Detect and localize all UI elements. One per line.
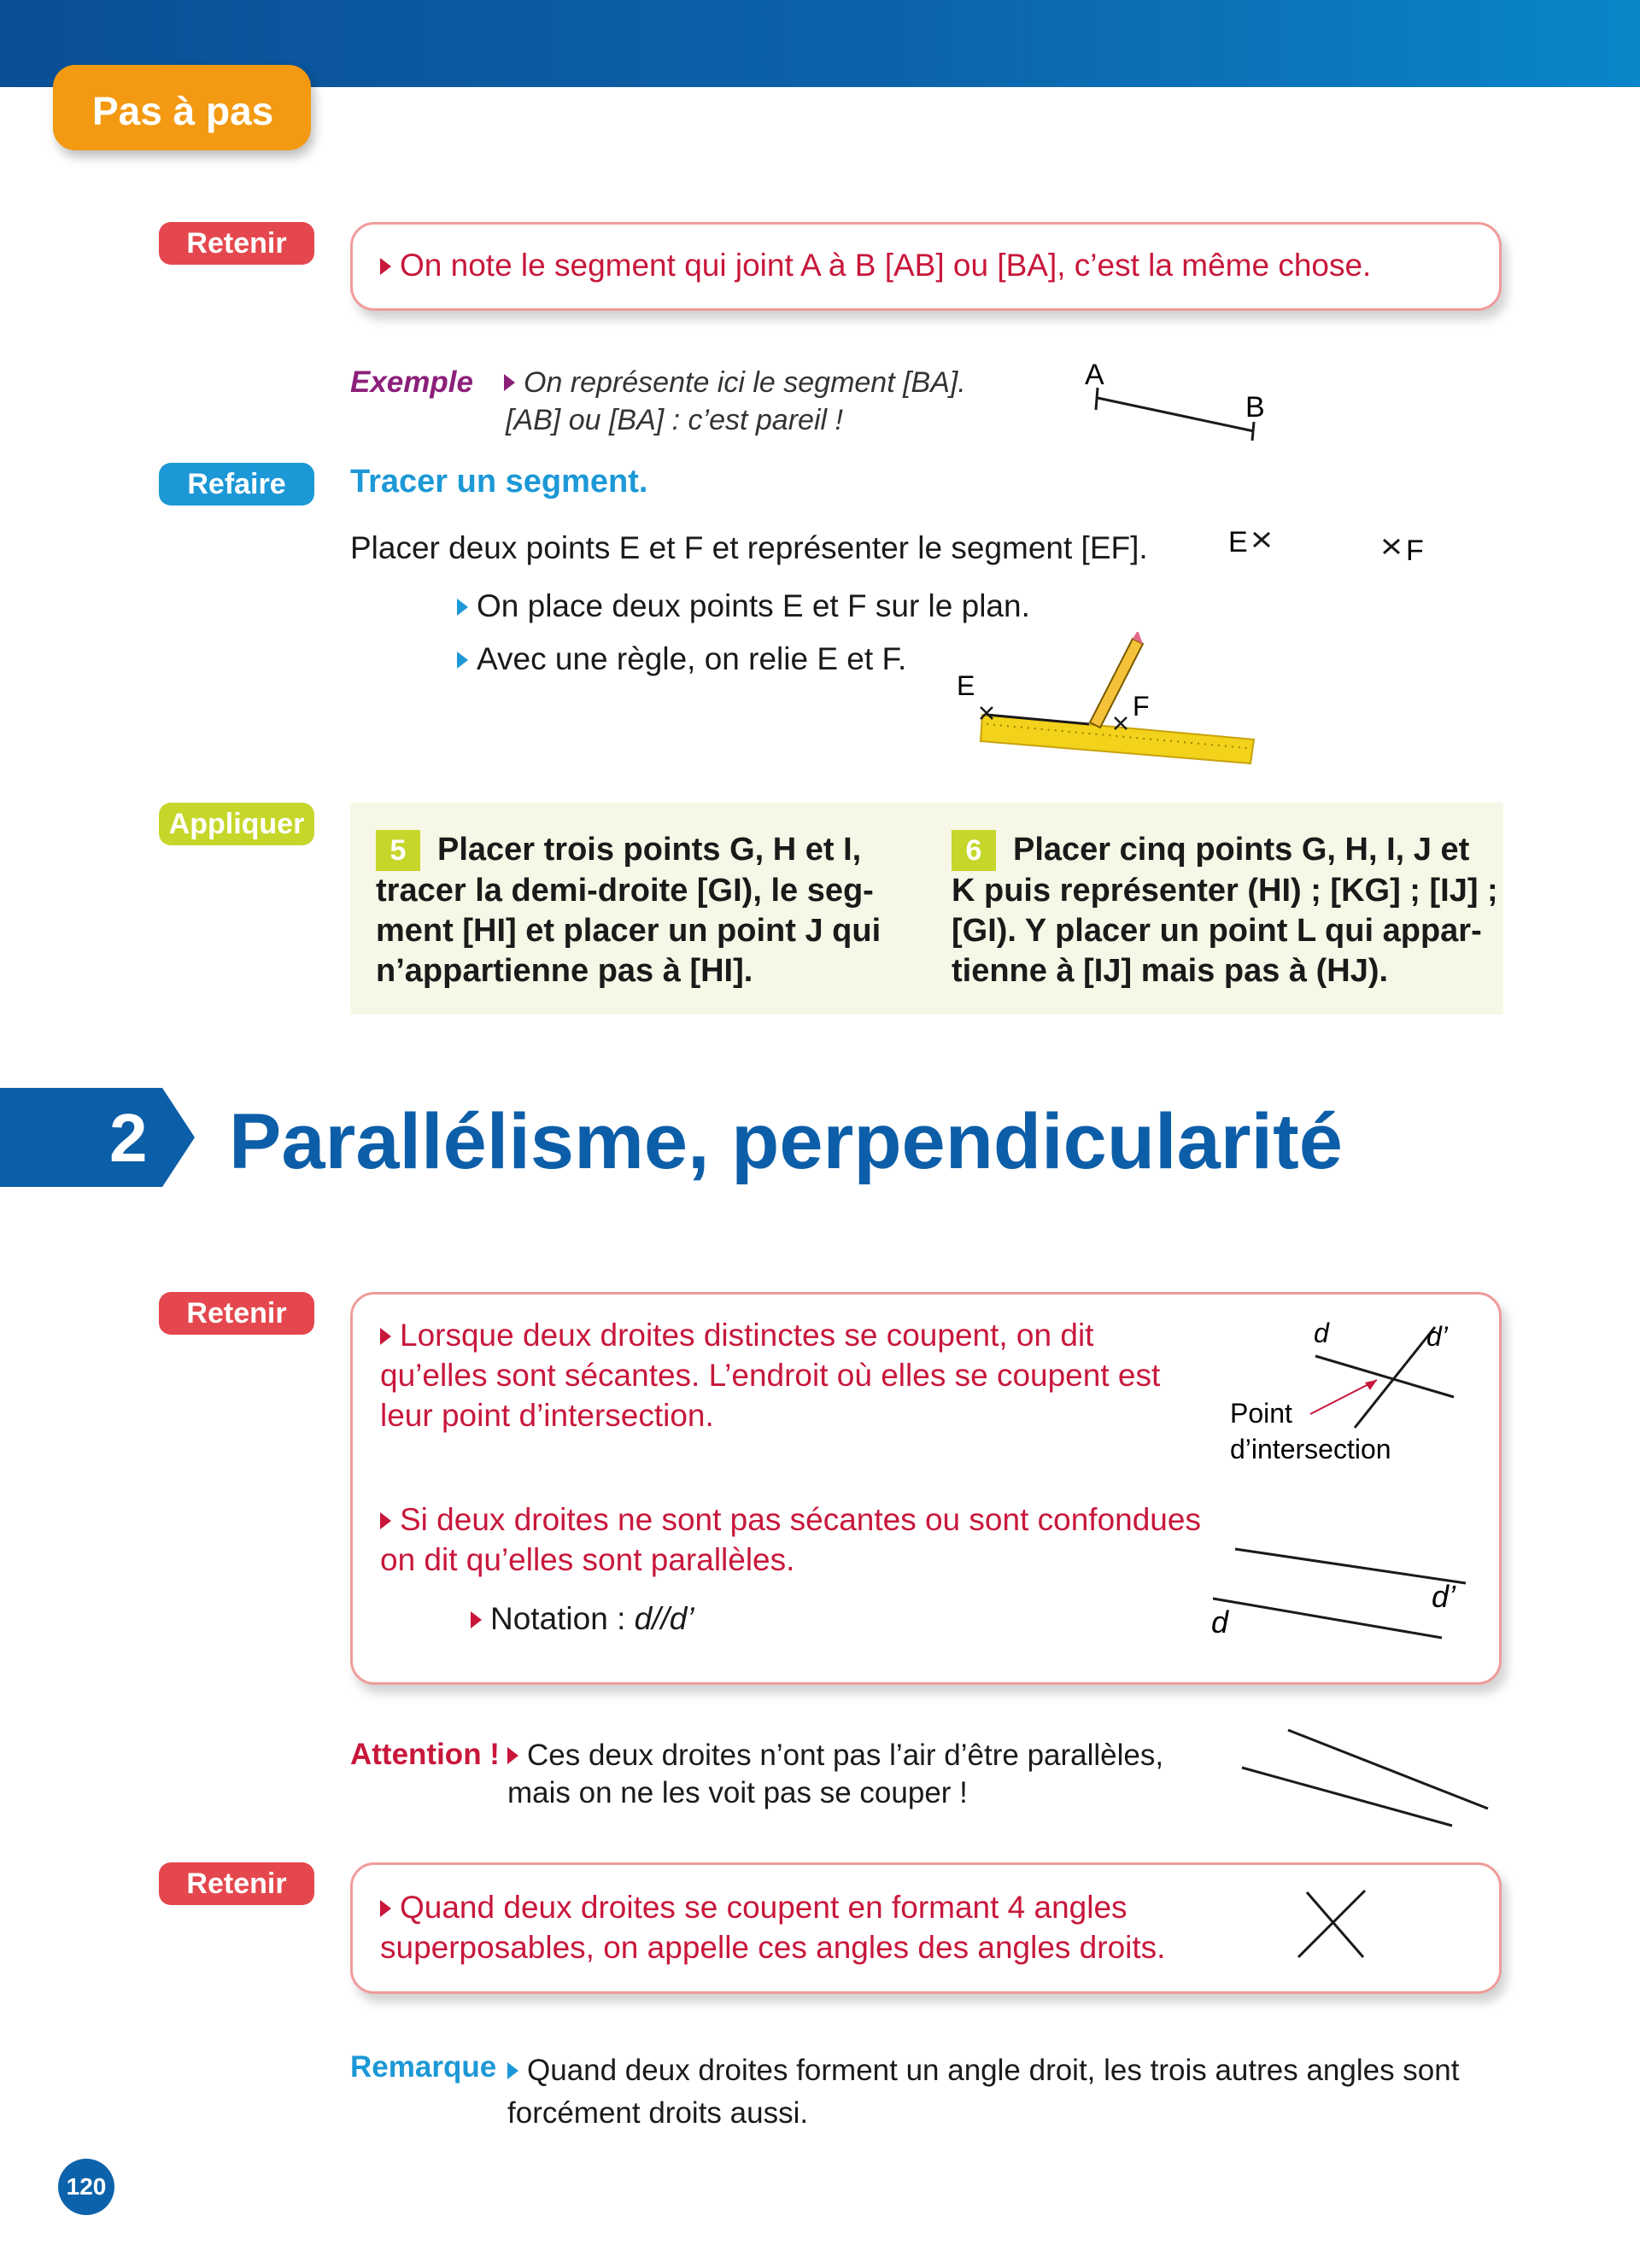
notation-line: Notation : d//d’ [471, 1599, 694, 1639]
ruler-f-label: F [1133, 691, 1150, 722]
retenir-label: Retenir [159, 1292, 314, 1335]
retenir-box [350, 222, 1502, 311]
page-number: 120 [58, 2159, 114, 2215]
attention-label: Attention ! [350, 1738, 500, 1771]
exercise-6: 6 Placer cinq points G, H, I, J et K puis représenter (HI) ; [KG] ; [IJ] ; [GI). Y placer un point L qui appar- tienne à [IJ] mais pas à (HJ). [952, 832, 1498, 989]
paralleles-figure [1196, 1529, 1478, 1648]
exercise-number: 5 [376, 830, 420, 871]
ruler-e-label: E [957, 670, 975, 701]
line-d-label: d [1211, 1605, 1229, 1640]
remarque-text: Quand deux droites forment un angle droit, les trois autres angles sont forcément droits aussi. [507, 2049, 1459, 2135]
retenir-label: Retenir [159, 1862, 314, 1905]
retenir-label: Retenir [159, 222, 314, 265]
pas-a-pas-tab: Pas à pas [53, 65, 311, 150]
appliquer-label: Appliquer [159, 803, 314, 845]
refaire-text: Placer deux points E et F et représenter le segment [EF]. [350, 530, 1148, 565]
retenir-text: On note le segment qui joint A à B [AB] ou [BA], c’est la même chose. [380, 245, 1371, 285]
exemple-line-1: On représente ici le segment [BA]. [504, 364, 966, 401]
point-b-label: B [1245, 391, 1265, 424]
paralleles-text: Si deux droites ne sont pas sécantes ou sont confondues on dit qu’elles sont parallèles. [380, 1499, 1251, 1580]
point-f-label-1: F [1406, 535, 1424, 567]
refaire-label: Refaire [159, 463, 314, 506]
attention-text: Ces deux droites n’ont pas l’air d’être parallèles, mais on ne les voit pas se couper ! [507, 1739, 1164, 1809]
line-d-label: d [1314, 1318, 1329, 1348]
exemple-line-2: [AB] ou [BA] : c’est pareil ! [506, 404, 843, 436]
exercise-5: 5 Placer trois points G, H et I, tracer la demi-droite [GI), le seg- ment [HI] et placer un point J qui n’appartienne pas à [HI]. [376, 832, 882, 989]
remarque-label: Remarque [350, 2050, 497, 2084]
step-1: On place deux points E et F sur le plan. [457, 586, 1030, 626]
notation-value: d//d’ [634, 1601, 694, 1636]
exercises-box [350, 803, 1503, 1014]
step-2: Avec une règle, on relie E et F. [457, 639, 906, 679]
secantes-figure [1221, 1315, 1478, 1469]
chapter-number: 2 [109, 1100, 148, 1176]
angles-text: Quand deux droites se coupent en formant 4 angles superposables, on appelle ces angles des angles droits. [380, 1887, 1268, 1967]
secantes-text: Lorsque deux droites distinctes se coupent, on dit qu’elles sont sécantes. L’endroit où elles se coupent est leur point d’intersection. [380, 1315, 1251, 1435]
point-intersection-label-2: d’intersection [1230, 1434, 1391, 1464]
chapter-number-badge [0, 1088, 195, 1187]
exercise-number: 6 [952, 830, 996, 871]
line-d-prime-label: d’ [1432, 1579, 1456, 1614]
refaire-title: Tracer un segment. [350, 464, 648, 500]
perpendicular-lines-figure [1290, 1887, 1375, 1964]
chapter-title: Parallélisme, perpendicularité [229, 1098, 1343, 1185]
point-a-label: A [1085, 359, 1104, 391]
points-ef-figure [1213, 512, 1435, 572]
non-parallel-lines-figure [1230, 1716, 1495, 1836]
line-d-prime-label: d’ [1426, 1321, 1448, 1352]
point-e-label: E [1228, 526, 1248, 558]
ruler-pencil-figure [940, 632, 1264, 769]
exemple-label: Exemple [350, 365, 473, 399]
point-intersection-label-1: Point [1230, 1398, 1292, 1429]
segment-ab-figure [1059, 350, 1281, 453]
